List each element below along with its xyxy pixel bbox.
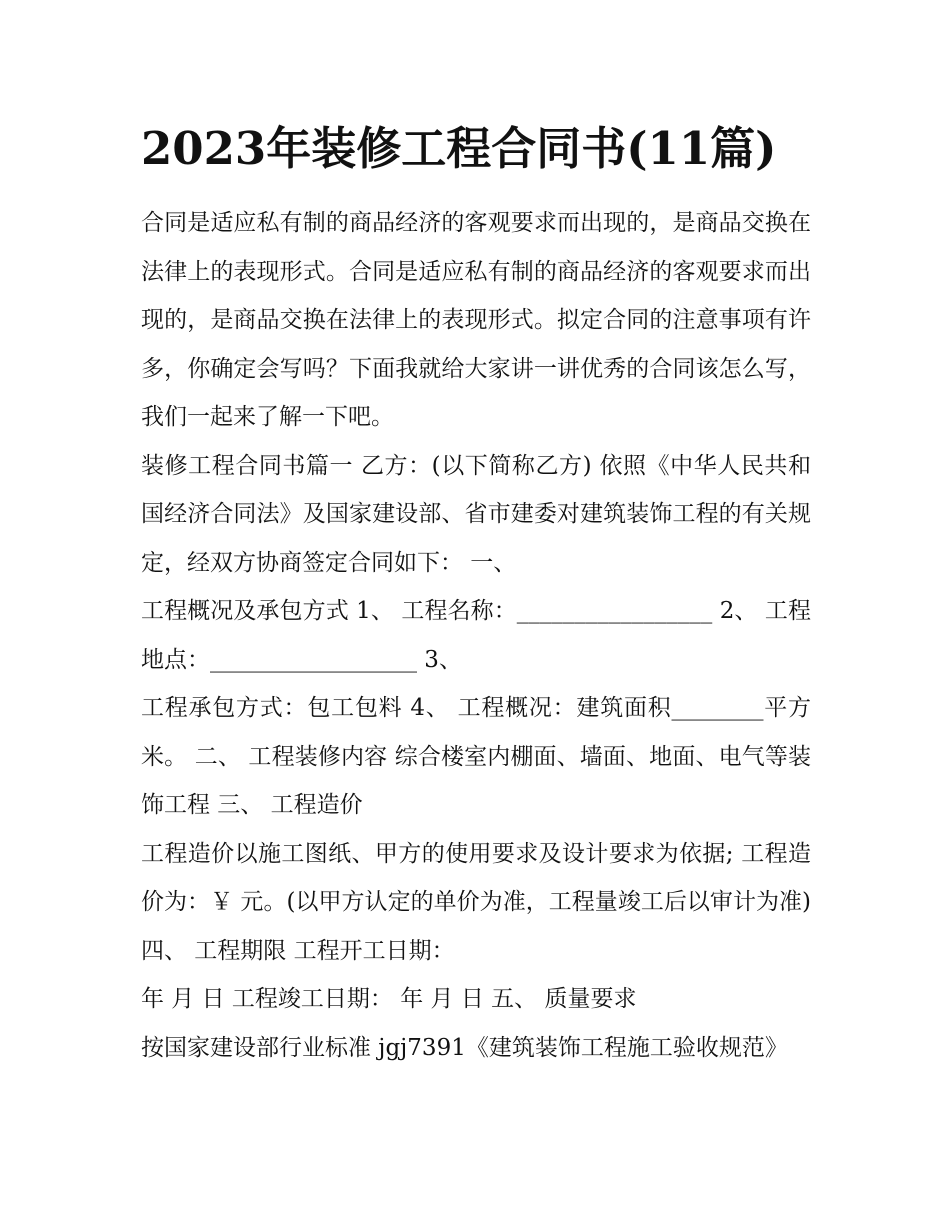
paragraph-project-cost: 工程造价以施工图纸、甲方的使用要求及设计要求为依据; 工程造价为：￥ 元。(以甲方认定的单价为准，工程量竣工后以审计为准) 四、 工程期限 工程开工日期： <box>141 840 811 964</box>
paragraph-dates: 年 月 日 工程竣工日期： 年 月 日 五、 质量要求 <box>141 986 637 1012</box>
paragraph-intro: 合同是适应私有制的商品经济的客观要求而出现的，是商品交换在法律上的表现形式。合同是适应私有制的商品经济的客观要求而出现的，是商品交换在法律上的表现形式。拟定合同的注意事项有许多，你确定会写吗？下面我就给大家讲一讲优秀的合同该怎么写，我们一起来了解一下吧。 <box>141 210 811 430</box>
paragraph-project-overview: 工程概况及承包方式 1、 工程名称：_________________ 2、 工程地点：__________________ 3、 <box>141 598 811 673</box>
document-body <box>141 199 811 1072</box>
paragraph-quality-standard: 按国家建设部行业标准 jgj7391《建筑装饰工程施工验收规范》 <box>141 1034 788 1061</box>
document-title: 2023年装修工程合同书(11篇) <box>141 122 777 175</box>
paragraph-contract-preamble: 装修工程合同书篇一 乙方：(以下简称乙方) 依照《中华人民共和国经济合同法》及国家建设部、省市建委对建筑装饰工程的有关规定，经双方协商签定合同如下： 一、 <box>141 452 811 576</box>
paragraph-contracting-method: 工程承包方式：包工包料 4、 工程概况：建筑面积________平方米。 二、 工程装修内容 综合楼室内棚面、墙面、地面、电气等装饰工程 三、 工程造价 <box>141 695 811 818</box>
